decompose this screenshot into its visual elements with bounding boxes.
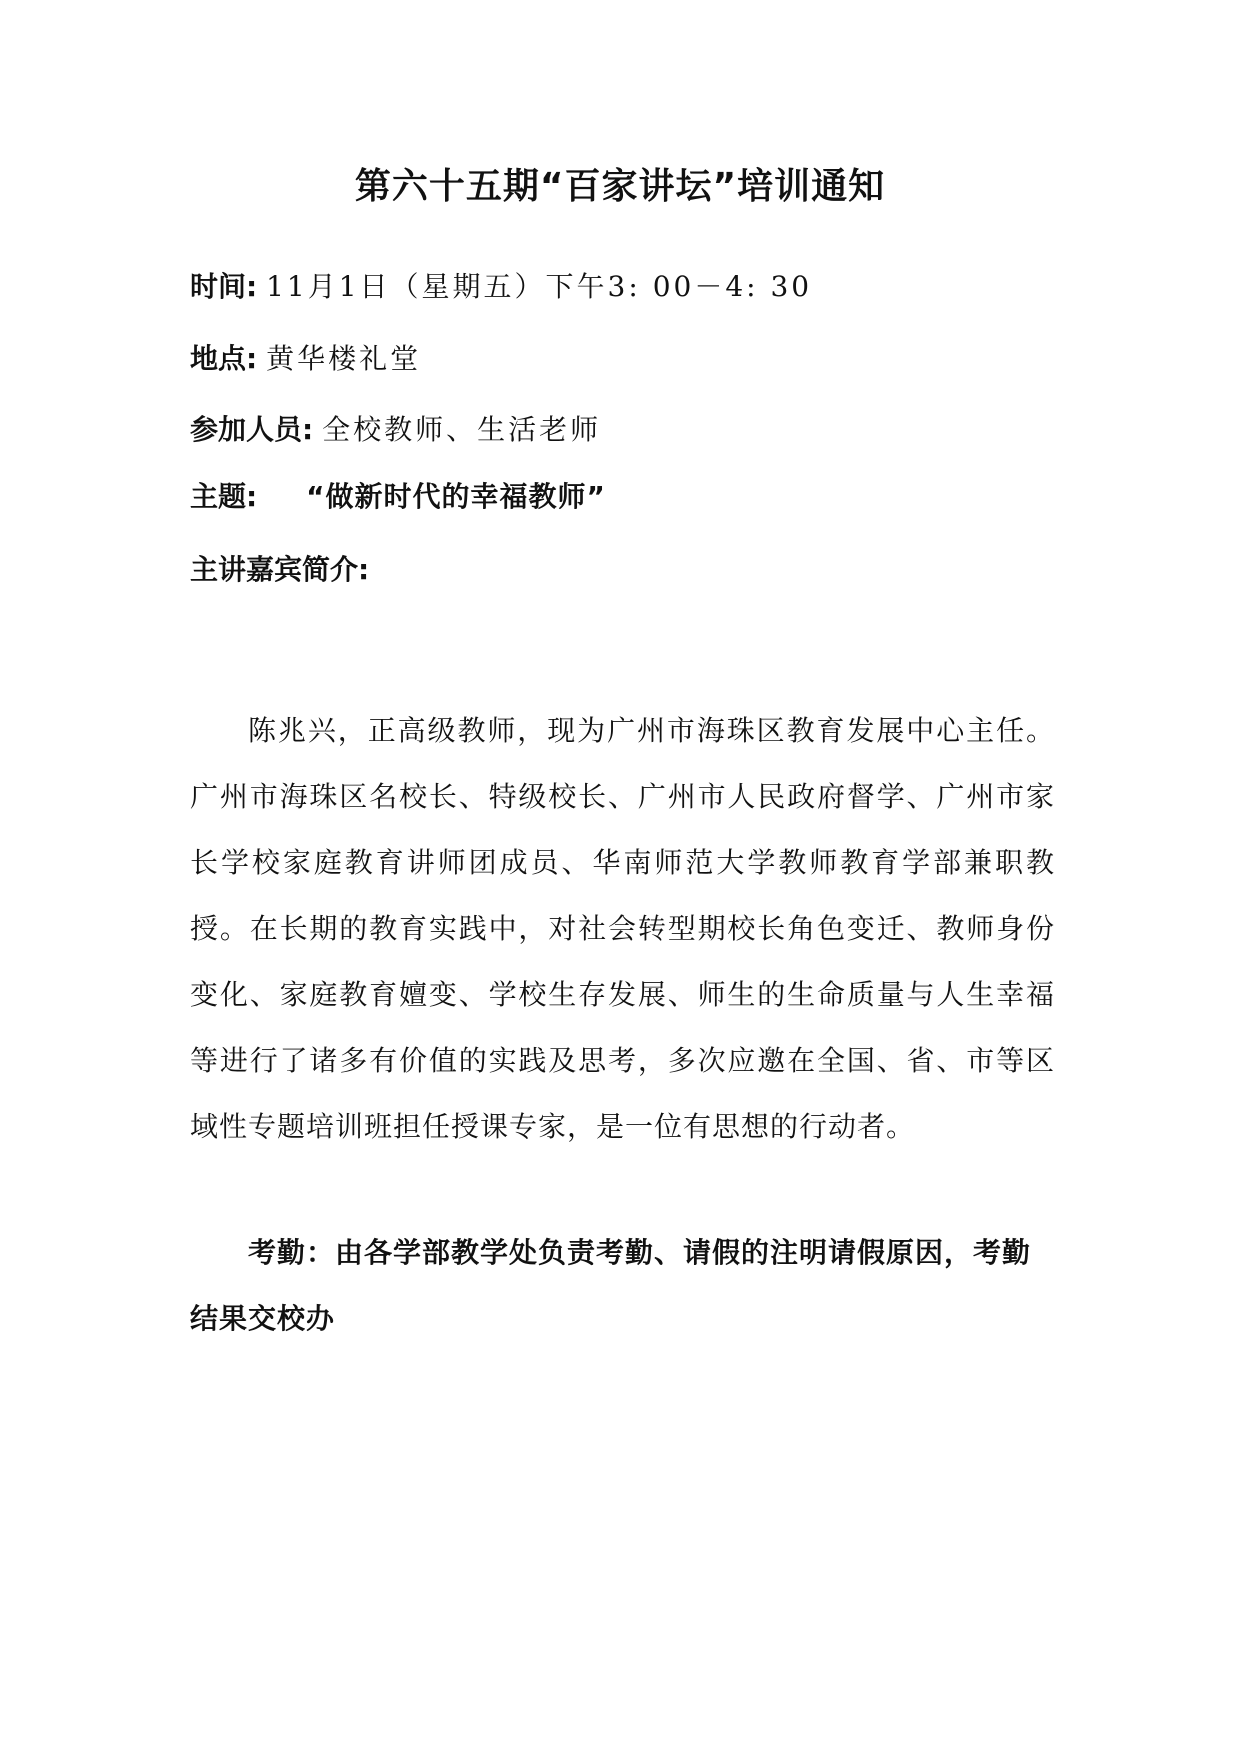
time-row (190, 265, 812, 305)
speaker-intro-label: 主讲嘉宾简介: (190, 553, 370, 586)
theme-label: 主题: (190, 480, 258, 513)
place-value: 黄华楼礼堂 (266, 342, 422, 375)
speaker-intro-row (190, 548, 369, 588)
theme-value: “做新时代的幸福教师” (306, 480, 606, 513)
page-title: 第六十五期“百家讲坛”培训通知 (354, 166, 886, 207)
attendance-note: 考勤：由各学部教学处负责考勤、请假的注明请假原因，考勤结果交校办 (190, 1236, 1032, 1335)
place-row (190, 337, 421, 377)
participants-value: 全校教师、生活老师 (322, 413, 602, 446)
participants-row (190, 408, 601, 448)
time-label: 时间: (190, 270, 258, 303)
theme-row (190, 475, 606, 515)
participants-label: 参加人员: (190, 413, 314, 446)
place-label: 地点: (190, 342, 258, 375)
time-value: 11月1日（星期五）下午3: 00－4: 30 (266, 270, 813, 303)
speaker-bio: 陈兆兴，正高级教师，现为广州市海珠区教育发展中心主任。广州市海珠区名校长、特级校长、广州市人民政府督学、广州市家长学校家庭教育讲师团成员、华南师范大学教师教育学部兼职教授。在长期的教育实践中，对社会转型期校长角色变迁、教师身份变化、家庭教育嬗变、学校生存发展、师生的生命质量与人生幸福等进行了诸多有价值的实践及思考，多次应邀在全国、省、市等区域性专题培训班担任授课专家，是一位有思想的行动者。 (190, 714, 1055, 1143)
